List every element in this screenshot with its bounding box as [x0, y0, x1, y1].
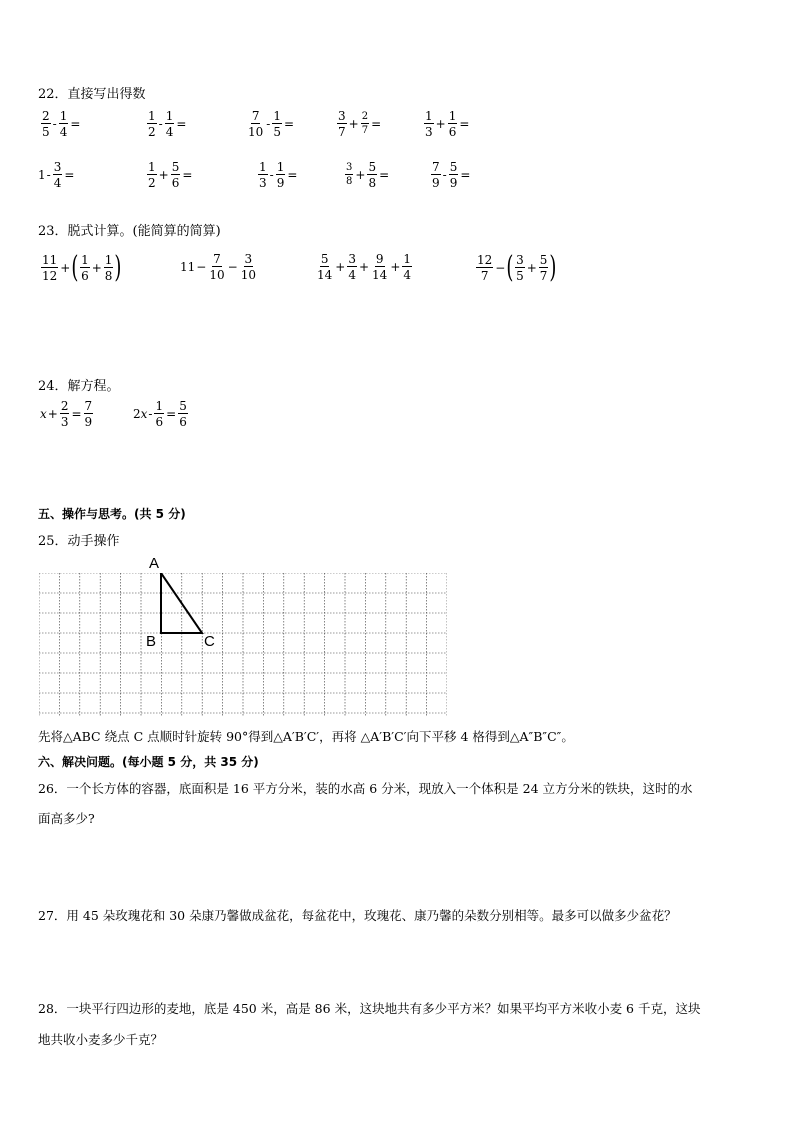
- q23-expr-1: $\frac{11}{12}$ + ( $\frac{1}{6}$ + $\frac{1}{8}$ ): [42, 250, 122, 285]
- section-5-heading: 五、操作与思考。(共 5 分): [38, 507, 186, 521]
- q24-eq-2: 2 x - $\frac{1}{6}$ = $\frac{5}{6}$: [133, 399, 187, 429]
- q22-expr-3: $\frac{7}{10}$ - $\frac{1}{5}$ =: [248, 109, 295, 139]
- q22-expr-6: 1 - $\frac{3}{4}$ =: [38, 160, 75, 190]
- q22-expr-8: $\frac{1}{3}$ - $\frac{1}{9}$ =: [259, 160, 298, 190]
- q22-expr-10: $\frac{7}{9}$ - $\frac{5}{9}$ =: [432, 160, 471, 190]
- q25-instruction: 先将△ABC 绕点 C 点顺时针旋转 90°得到△A′B′C′，再将 △A′B′C′向下平移 4 格得到△A″B″C″。: [38, 729, 574, 744]
- q25-grid: [39, 573, 447, 717]
- q23-expr-3: $\frac{5}{14}$ + $\frac{3}{4}$ + $\frac{9}{14}$ + $\frac{1}{4}$: [317, 252, 412, 282]
- q28-line-2: 地共收小麦多少千克？: [38, 1032, 164, 1047]
- grid-lines: [39, 573, 447, 717]
- section-6-heading: 六、解决问题。(每小题 5 分，共 35 分): [38, 755, 259, 769]
- q26-line-2: 面高多少?: [38, 811, 95, 826]
- q28-line-1: 28．一块平行四边形的麦地，底是 450 米，高是 86 米，这块地共有多少平方米？如果平均平方米收小麦 6 千克，这块: [38, 1001, 701, 1016]
- q23-expr-4: $\frac{12}{7}$ − ( $\frac{3}{5}$ + $\frac{5}{7}$ ): [477, 250, 557, 285]
- q22-expr-1: $\frac{2}{5}$ - $\frac{1}{4}$ =: [42, 109, 81, 139]
- q22-expr-7: $\frac{1}{2}$ + $\frac{5}{6}$ =: [148, 160, 193, 190]
- q27-line-1: 27．用 45 朵玫瑰花和 30 朵康乃馨做成盆花，每盆花中，玫瑰花、康乃馨的朵数分别相等。最多可以做多少盆花？: [38, 908, 677, 923]
- q22-expr-9: $\frac{3}{8}$ + $\frac{5}{8}$ =: [346, 160, 390, 190]
- vertex-label-c: C: [204, 633, 215, 650]
- q22-title: 22．直接写出得数: [38, 87, 146, 102]
- q23-title: 23．脱式计算。(能简算的简算): [38, 224, 221, 239]
- q23-expr-2: 11 − $\frac{7}{10}$ − $\frac{3}{10}$: [180, 252, 256, 282]
- q24-title: 24．解方程。: [38, 379, 120, 394]
- q26-line-1: 26．一个长方体的容器，底面积是 16 平方分米，装的水高 6 分米，现放入一个体积是 24 立方分米的铁块，这时的水: [38, 781, 693, 796]
- q22-expr-4: $\frac{3}{7}$ + $\frac{2}{7}$ =: [338, 109, 382, 139]
- q24-eq-1: x + $\frac{2}{3}$ = $\frac{7}{9}$: [40, 399, 93, 429]
- q22-expr-5: $\frac{1}{3}$ + $\frac{1}{6}$ =: [425, 109, 470, 139]
- q22-expr-2: $\frac{1}{2}$ - $\frac{1}{4}$ =: [148, 109, 187, 139]
- vertex-label-b: B: [146, 633, 157, 650]
- vertex-label-a: A: [149, 555, 160, 572]
- q25-title: 25．动手操作: [38, 534, 120, 549]
